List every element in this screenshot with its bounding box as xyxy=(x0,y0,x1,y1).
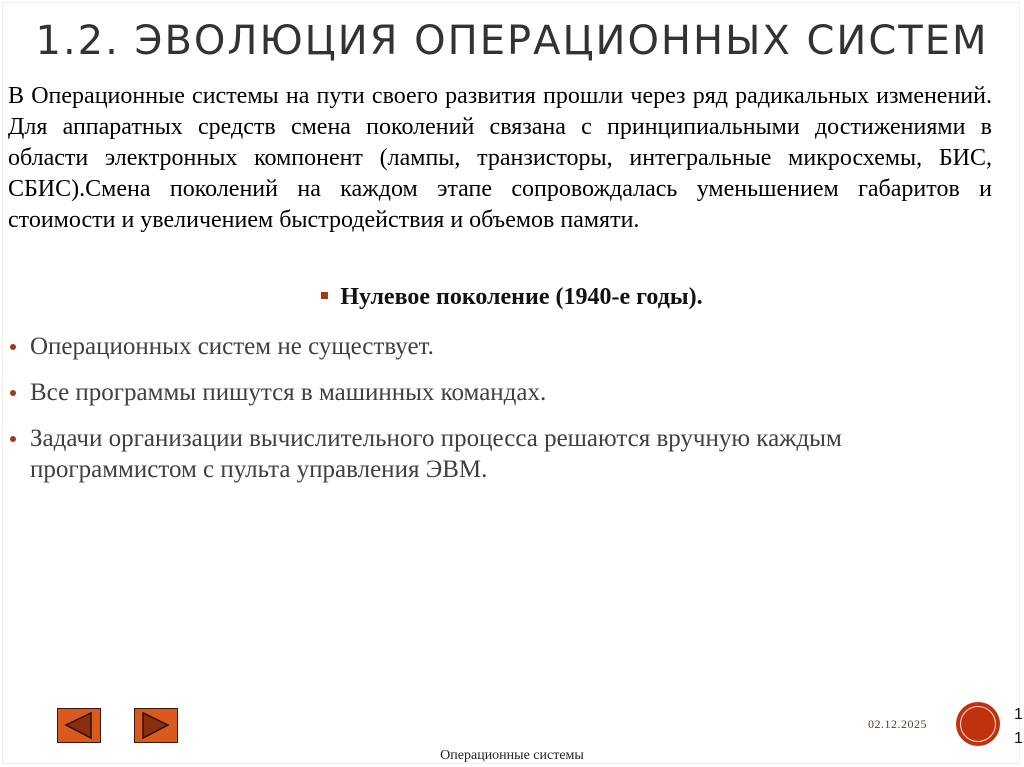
bullet-icon xyxy=(10,390,16,396)
list-item xyxy=(10,377,990,408)
slide-number: 11 xyxy=(1014,706,1023,747)
previous-slide-button[interactable] xyxy=(57,708,101,743)
subheading xyxy=(0,284,1024,311)
slide-date: 02.12.2025 xyxy=(868,717,927,731)
triangle-left-icon xyxy=(58,709,99,741)
list-item-text: Операционных систем не существует. xyxy=(30,333,434,360)
list-item-text: Все программы пишутся в машинных командах. xyxy=(30,379,547,406)
list-item xyxy=(10,331,990,362)
slide-number-circle-icon xyxy=(956,702,1000,746)
intro-paragraph: В Операционные системы на пути своего развития прошли через ряд радикальных изменений. Для аппаратных средств смена поколений связана с принципиальными достижениями в области электронных компонент (лампы, транзисторы, интегральные микросхемы, БИС, СБИС).Смена поколений на каждом этапе сопровождалась уменьшением габаритов и стоимости и увеличением быстродействия и объемов памяти. xyxy=(8,83,992,233)
bullet-icon xyxy=(10,436,16,442)
footer-text: Операционные системы xyxy=(440,748,584,763)
slide-title: 1.2. ЭВОЛЮЦИЯ ОПЕРАЦИОННЫХ СИСТЕМ xyxy=(35,18,989,64)
square-bullet-icon xyxy=(321,292,328,299)
list-item xyxy=(10,423,990,485)
next-slide-button[interactable] xyxy=(134,708,178,743)
triangle-right-icon xyxy=(135,709,176,741)
bullet-list xyxy=(10,331,990,500)
list-item-text: Задачи организации вычислительного процесса решаются вручную каждым программистом с пульта управления ЭВМ. xyxy=(30,425,842,483)
bullet-icon xyxy=(10,344,16,350)
subheading-text: Нулевое поколение (1940-е годы). xyxy=(340,284,703,310)
